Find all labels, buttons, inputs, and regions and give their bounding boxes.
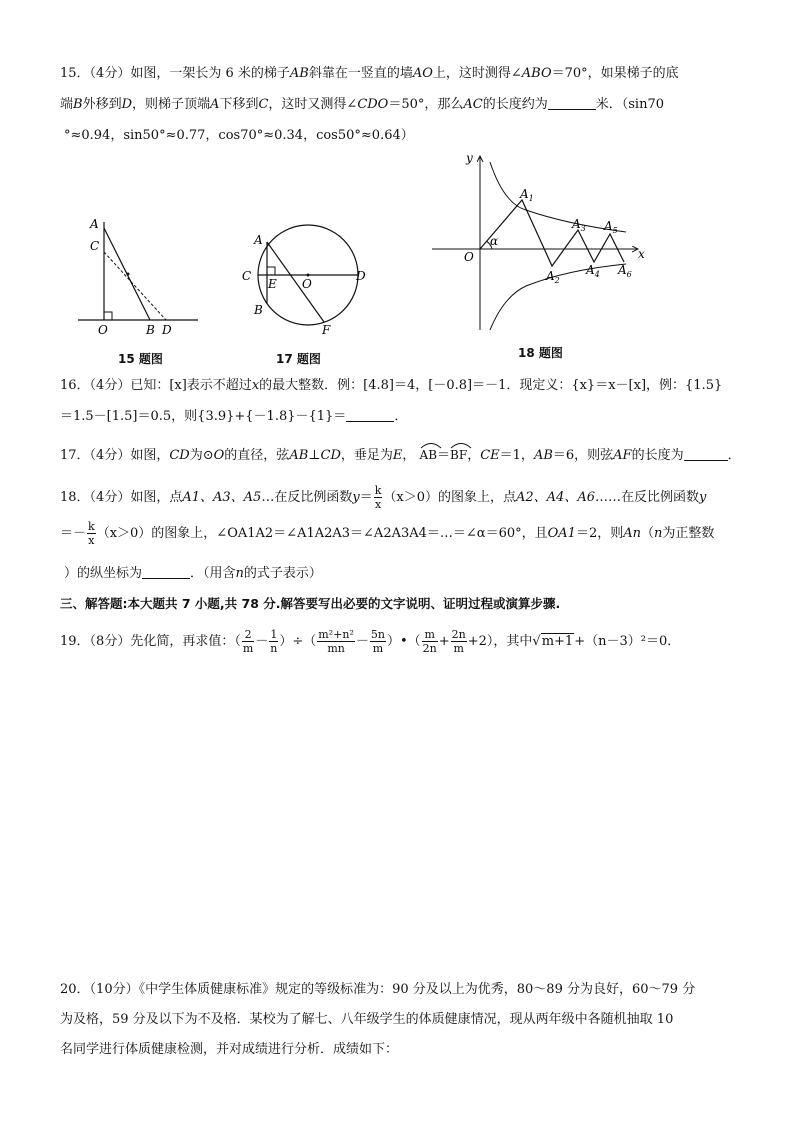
text: ＝	[60, 526, 74, 541]
label-A6: $A_6$	[618, 263, 632, 279]
text: （x＞0）的图象上，点	[383, 490, 516, 505]
text: ．（用含	[190, 566, 236, 581]
text: －	[73, 526, 87, 541]
text: 上，这时测得∠	[432, 66, 522, 81]
fraction	[374, 484, 383, 511]
answer-blank[interactable]	[548, 97, 596, 110]
q20-line3: 名同学进行体质健康检测，并对成绩进行分析．成绩如下：	[60, 1042, 399, 1057]
text: 如图，一架长为 6 米的梯子	[130, 66, 290, 81]
label-A4: $A_4$	[586, 263, 600, 279]
q15-line3: °≈0.94，sin50°≈0.77，cos70°≈0.34，cos50°≈0.64）	[64, 128, 414, 143]
answer-blank[interactable]	[142, 566, 190, 579]
text: +2），其中	[467, 634, 533, 649]
figure-15	[74, 212, 204, 340]
q19-number: 19．（8分）	[60, 634, 131, 649]
label-E: E	[268, 277, 277, 291]
var: AC	[463, 97, 483, 112]
text: 如图，点	[130, 490, 183, 505]
var: x	[251, 378, 260, 393]
numerator: 5n	[370, 628, 385, 641]
q18-number: 18．（4分）	[60, 490, 131, 505]
var: AB	[533, 448, 553, 463]
text: ）÷（	[279, 634, 317, 649]
text: 为⊙	[189, 448, 214, 463]
text: ，这时又测得∠	[268, 97, 358, 112]
denominator: m	[372, 642, 384, 655]
var: CE	[480, 448, 500, 463]
text: 下移到	[219, 97, 259, 112]
numerator: 2	[242, 628, 254, 642]
denominator: 2n	[422, 642, 437, 655]
label-O: O	[464, 250, 474, 264]
label-B: B	[254, 303, 263, 317]
var: D	[121, 97, 133, 112]
fraction	[370, 628, 386, 655]
text: ＝2，则	[575, 526, 624, 541]
q15-number: 15．（4分）	[60, 66, 131, 81]
numerator: 1	[270, 628, 278, 641]
var: A1、A3、A5	[182, 490, 262, 505]
q17-line	[60, 447, 741, 464]
arc-BF	[450, 447, 467, 463]
label-A3: $A_3$	[572, 217, 586, 233]
text: …在反比例函数	[261, 490, 353, 505]
label-alpha: α	[490, 234, 499, 248]
numerator: k	[374, 484, 382, 497]
text: 端	[60, 97, 74, 112]
q16-line2	[60, 409, 407, 425]
var: n	[235, 566, 244, 581]
q15-line2	[60, 97, 664, 113]
text: ＝70°，如果梯子的底	[551, 66, 679, 81]
numerator: m	[422, 628, 438, 642]
text: ＝	[359, 490, 373, 505]
fraction	[242, 628, 254, 655]
text: ，	[467, 448, 481, 463]
figure-18	[426, 148, 656, 334]
text: ……在反比例函数	[594, 490, 699, 505]
label-O: O	[302, 277, 312, 291]
text: ）•（	[386, 634, 421, 649]
var: AO	[412, 66, 433, 81]
text: ＝6，则弦	[552, 448, 614, 463]
var: AB	[289, 448, 309, 463]
text: －	[255, 634, 269, 649]
text: 的长度为	[631, 448, 684, 463]
var: B	[73, 97, 83, 112]
answer-blank[interactable]	[684, 448, 728, 461]
var: n	[654, 526, 663, 541]
sqrt-radicand: m+1	[541, 634, 574, 649]
sqrt-sign: √	[532, 634, 541, 649]
q15-line1	[60, 66, 679, 82]
text: +	[438, 634, 450, 649]
q18-line2	[60, 520, 714, 548]
label-y: y	[466, 151, 473, 165]
var: y	[699, 490, 707, 505]
text: －	[355, 634, 369, 649]
var: E	[392, 448, 403, 463]
arc-label: BF	[450, 448, 468, 462]
q19-line	[60, 628, 680, 656]
q20-line2: 为及格，59 分及以下为不及格．某校为了解七、八年级学生的体质健康情况，现从两年级中各随机抽取 10	[60, 1012, 674, 1027]
figure-17	[236, 212, 376, 340]
var: O	[213, 448, 225, 463]
text: ．	[394, 409, 408, 424]
q16-number: 16．（4分）	[60, 378, 131, 393]
label-D: D	[356, 269, 366, 283]
text: ＝50°，那么	[388, 97, 464, 112]
arc-AB	[420, 447, 437, 463]
answer-blank[interactable]	[346, 409, 394, 422]
text: 如图，	[130, 448, 170, 463]
text: 为正整数	[662, 526, 715, 541]
fraction	[87, 520, 96, 547]
text: +（n－3）²＝0．	[574, 634, 681, 649]
section-heading: 三、解答题:本大题共 7 小题,共 78 分.解答要写出必要的文字说明、证明过程或演算步骤.	[60, 596, 561, 611]
var: An	[623, 526, 642, 541]
text: ．	[727, 448, 741, 463]
label-A1: $A_1$	[520, 187, 534, 203]
var: AB	[289, 66, 309, 81]
fraction	[269, 628, 278, 655]
caption-18: 18 题图	[518, 346, 563, 360]
text: 外移到	[82, 97, 122, 112]
label-D: D	[162, 323, 172, 337]
text: 米．（sin70	[595, 97, 664, 112]
text: ，	[402, 448, 416, 463]
var: CD	[169, 448, 190, 463]
text: ）的纵坐标为	[64, 566, 143, 581]
text: （	[641, 526, 655, 541]
label-A5: $A_5$	[604, 219, 618, 235]
text: 的长度约为	[482, 97, 548, 112]
caption-15: 15 题图	[118, 352, 163, 366]
text: 已知：[x]表示不超过	[130, 378, 252, 393]
text: ，垂足为	[340, 448, 393, 463]
denominator: x	[374, 498, 382, 511]
text: 的式子表示）	[243, 566, 322, 581]
caption-17: 17 题图	[276, 352, 321, 366]
text: ＝	[437, 448, 451, 463]
fraction	[451, 628, 467, 655]
text: ＝1.5－[1.5]＝0.5，则{3.9}+{－1.8}－{1}＝	[60, 409, 347, 424]
var: AF	[613, 448, 632, 463]
text: ，则梯子顶端	[132, 97, 211, 112]
text: 先化简，再求值：（	[130, 634, 241, 649]
q17-number: 17．（4分）	[60, 448, 131, 463]
denominator: m	[242, 642, 254, 655]
text: 的直径，弦	[224, 448, 290, 463]
var: ABO	[521, 66, 552, 81]
label-C: C	[90, 239, 100, 253]
numerator: m²+n²	[318, 628, 354, 641]
var: CDO	[357, 97, 389, 112]
text: 的最大整数．例：[4.8]＝4，[－0.8]＝－1．现定义：{x}＝x－[x]，例：{1.5}	[259, 378, 723, 393]
numerator: k	[88, 520, 95, 533]
text: ⊥	[308, 448, 321, 463]
label-B: B	[146, 323, 155, 337]
q18-line3	[64, 566, 322, 582]
text: 斜靠在一竖直的墙	[308, 66, 413, 81]
q18-line1	[60, 484, 706, 512]
arc-label: AB	[419, 448, 438, 462]
var: A	[210, 97, 220, 112]
denominator: n	[270, 642, 278, 655]
fraction	[422, 628, 438, 655]
var: y	[352, 490, 360, 505]
text: （x＞0）的图象上，∠OA1A2＝∠A1A2A3＝∠A2A3A4＝…＝∠α＝60°，且	[96, 526, 548, 541]
var: OA1	[547, 526, 576, 541]
fraction	[317, 628, 355, 655]
text: ＝1，	[499, 448, 534, 463]
q20-line1: 20．（10分）《中学生体质健康标准》规定的等级标准为：90 分及以上为优秀，80～89 分为良好，60～79 分	[60, 982, 696, 997]
label-x: x	[638, 247, 645, 261]
label-C: C	[242, 269, 252, 283]
var: C	[258, 97, 269, 112]
denominator: mn	[327, 642, 345, 655]
denominator: m	[453, 642, 464, 655]
var: CD	[320, 448, 341, 463]
q16-line1	[60, 378, 722, 394]
label-O: O	[98, 323, 108, 337]
numerator: 2n	[451, 628, 466, 641]
label-A: A	[90, 217, 99, 231]
label-A: A	[254, 233, 263, 247]
denominator: x	[88, 534, 95, 547]
label-A2: $A_2$	[546, 269, 560, 285]
label-F: F	[322, 323, 331, 337]
var: A2、A4、A6	[516, 490, 595, 505]
